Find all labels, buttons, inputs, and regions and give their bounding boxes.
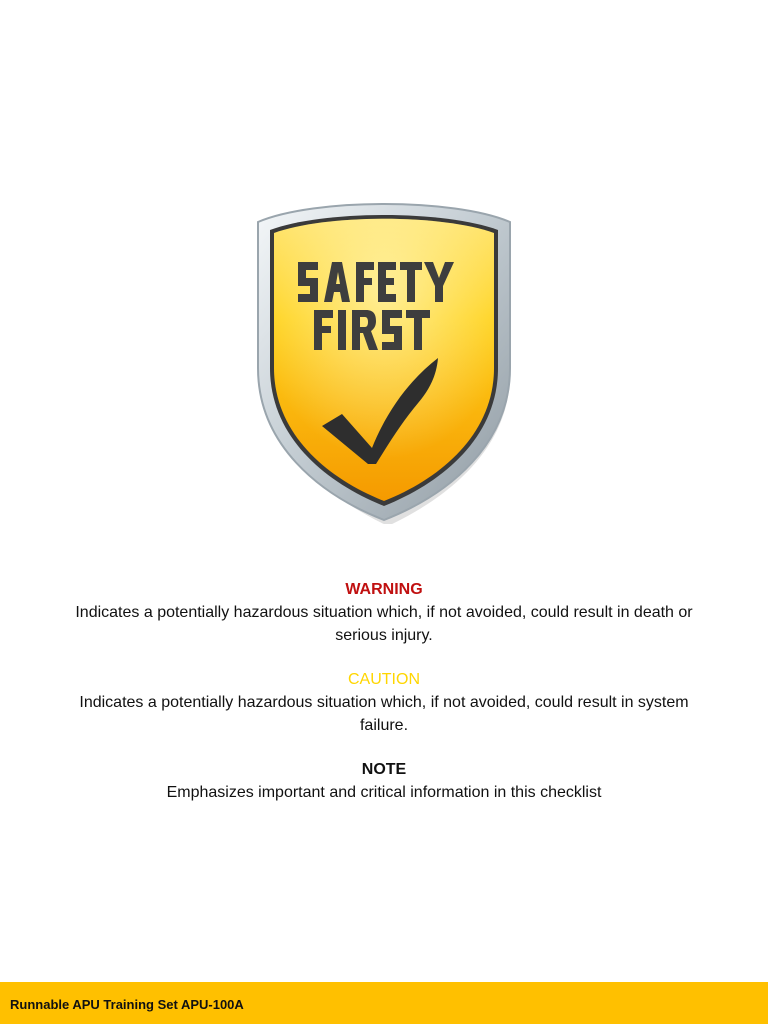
warning-heading: WARNING	[345, 581, 423, 598]
symbol-definitions	[64, 578, 704, 825]
caution-heading: CAUTION	[348, 671, 420, 688]
warning-definition	[64, 578, 704, 647]
footer-title: Runnable APU Training Set APU-100A	[10, 997, 244, 1012]
note-text: Emphasizes important and critical information in this checklist	[166, 784, 602, 801]
safety-first-shield-logo	[248, 192, 520, 524]
warning-text: Indicates a potentially hazardous situation which, if not avoided, could result in death or serious injury.	[75, 604, 693, 644]
caution-text: Indicates a potentially hazardous situation which, if not avoided, could result in system failure.	[79, 694, 689, 734]
note-definition	[64, 758, 704, 804]
shield-icon	[248, 192, 520, 524]
footer-bar	[0, 982, 768, 1024]
note-heading: NOTE	[361, 761, 407, 778]
caution-definition	[64, 668, 704, 737]
